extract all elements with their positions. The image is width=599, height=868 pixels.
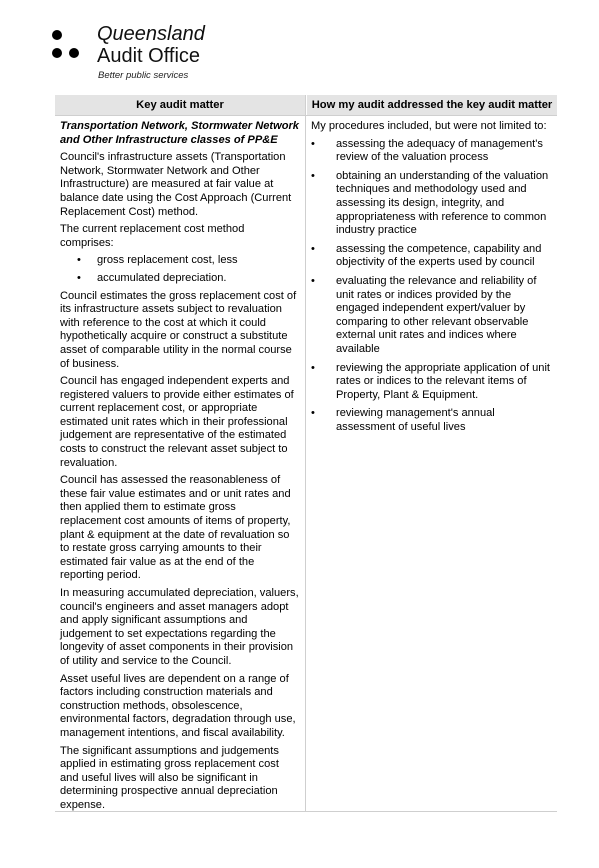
list-item: • obtaining an understanding of the valuation techniques and methodology used and assessing its design, integrity, and appropriateness with reference to common industry practice [311,170,551,238]
paragraph: The significant assumptions and judgements applied in estimating gross replacement cost and useful lives will also be significant in determining prospective annual depreciation expense. [60,744,279,811]
paragraph: In measuring accumulated depreciation, valuers, council's engineers and asset managers adopt and apply significant assumptions and judgement to set expectations regarding the longevity of asset components in their provision of utility and service to the Council. [60,587,299,667]
matter-heading: Transportation Network, Stormwater Network and Other Infrastructure classes of PP&E [60,120,299,146]
list-item: • reviewing the appropriate application of unit rates or indices to the relevant items of Property, Plant & Equipment. [311,362,551,403]
key-audit-matter-column [60,120,299,817]
list-item: • assessing the competence, capability and objectivity of the experts used by council [311,243,551,270]
procedures-list [311,138,551,435]
logo-dot [52,48,62,58]
logo-line-2: Audit Office [97,45,201,67]
header-key-audit-matter: Key audit matter [55,95,305,115]
procedures-intro: My procedures included, but were not limited to: [311,120,547,132]
cost-method-list [60,254,299,285]
list-item: • reviewing management's annual assessment of useful lives [311,407,551,434]
list-item: • gross replacement cost, less [60,254,299,268]
list-item: • evaluating the relevance and reliability of unit rates or indices provided by the engaged independent expert/valuer by comparing to other relevant observable external unit rates and indices where available [311,275,551,357]
logo-dots-icon [52,30,92,62]
logo-line-1: Queensland [97,23,205,45]
list-item: • accumulated depreciation. [60,272,299,286]
header-divider [55,115,557,116]
logo-wordmark [97,23,205,67]
logo-dot [52,30,62,40]
audit-matter-table [55,95,557,812]
logo-tagline: Better public services [98,70,189,81]
paragraph: Council has engaged independent experts and registered valuers to provide either estimates of current replacement cost, or appropriate estimated unit rates which in their professional judgement are representative of the estimated costs to construct the relevant asset subject to revaluation. [60,375,294,469]
paragraph: Council has assessed the reasonableness of these fair value estimates and or unit rates and then applied them to estimate gross replacement cost amounts of items of property, plant & equipment at the date of revaluation so to restate gross carrying amounts to their estimated fair value as at the end of the reporting period. [60,474,291,582]
list-item: • assessing the adequacy of management's review of the valuation process [311,138,551,165]
header-how-addressed: How my audit addressed the key audit matter [307,95,557,115]
column-divider [305,95,306,812]
paragraph: The current replacement cost method comprises: [60,223,245,249]
paragraph: Council's infrastructure assets (Transportation Network, Stormwater Network and Other Infrastructure) are measured at fair value at balance date using the Cost Approach (Current Replacement Cost) method. [60,151,292,218]
logo-dot [69,48,79,58]
audit-response-column [311,120,551,439]
paragraph: Asset useful lives are dependent on a range of factors including construction materials and construction methods, obsolescence, environmental factors, degradation through use, management intentions, and fiscal availability. [60,672,296,739]
paragraph: Council estimates the gross replacement cost of its infrastructure assets subject to revaluation with reference to the cost at which it could hypothetically acquire or construct a substitute asset of comparable utility in the normal course of business. [60,289,297,370]
